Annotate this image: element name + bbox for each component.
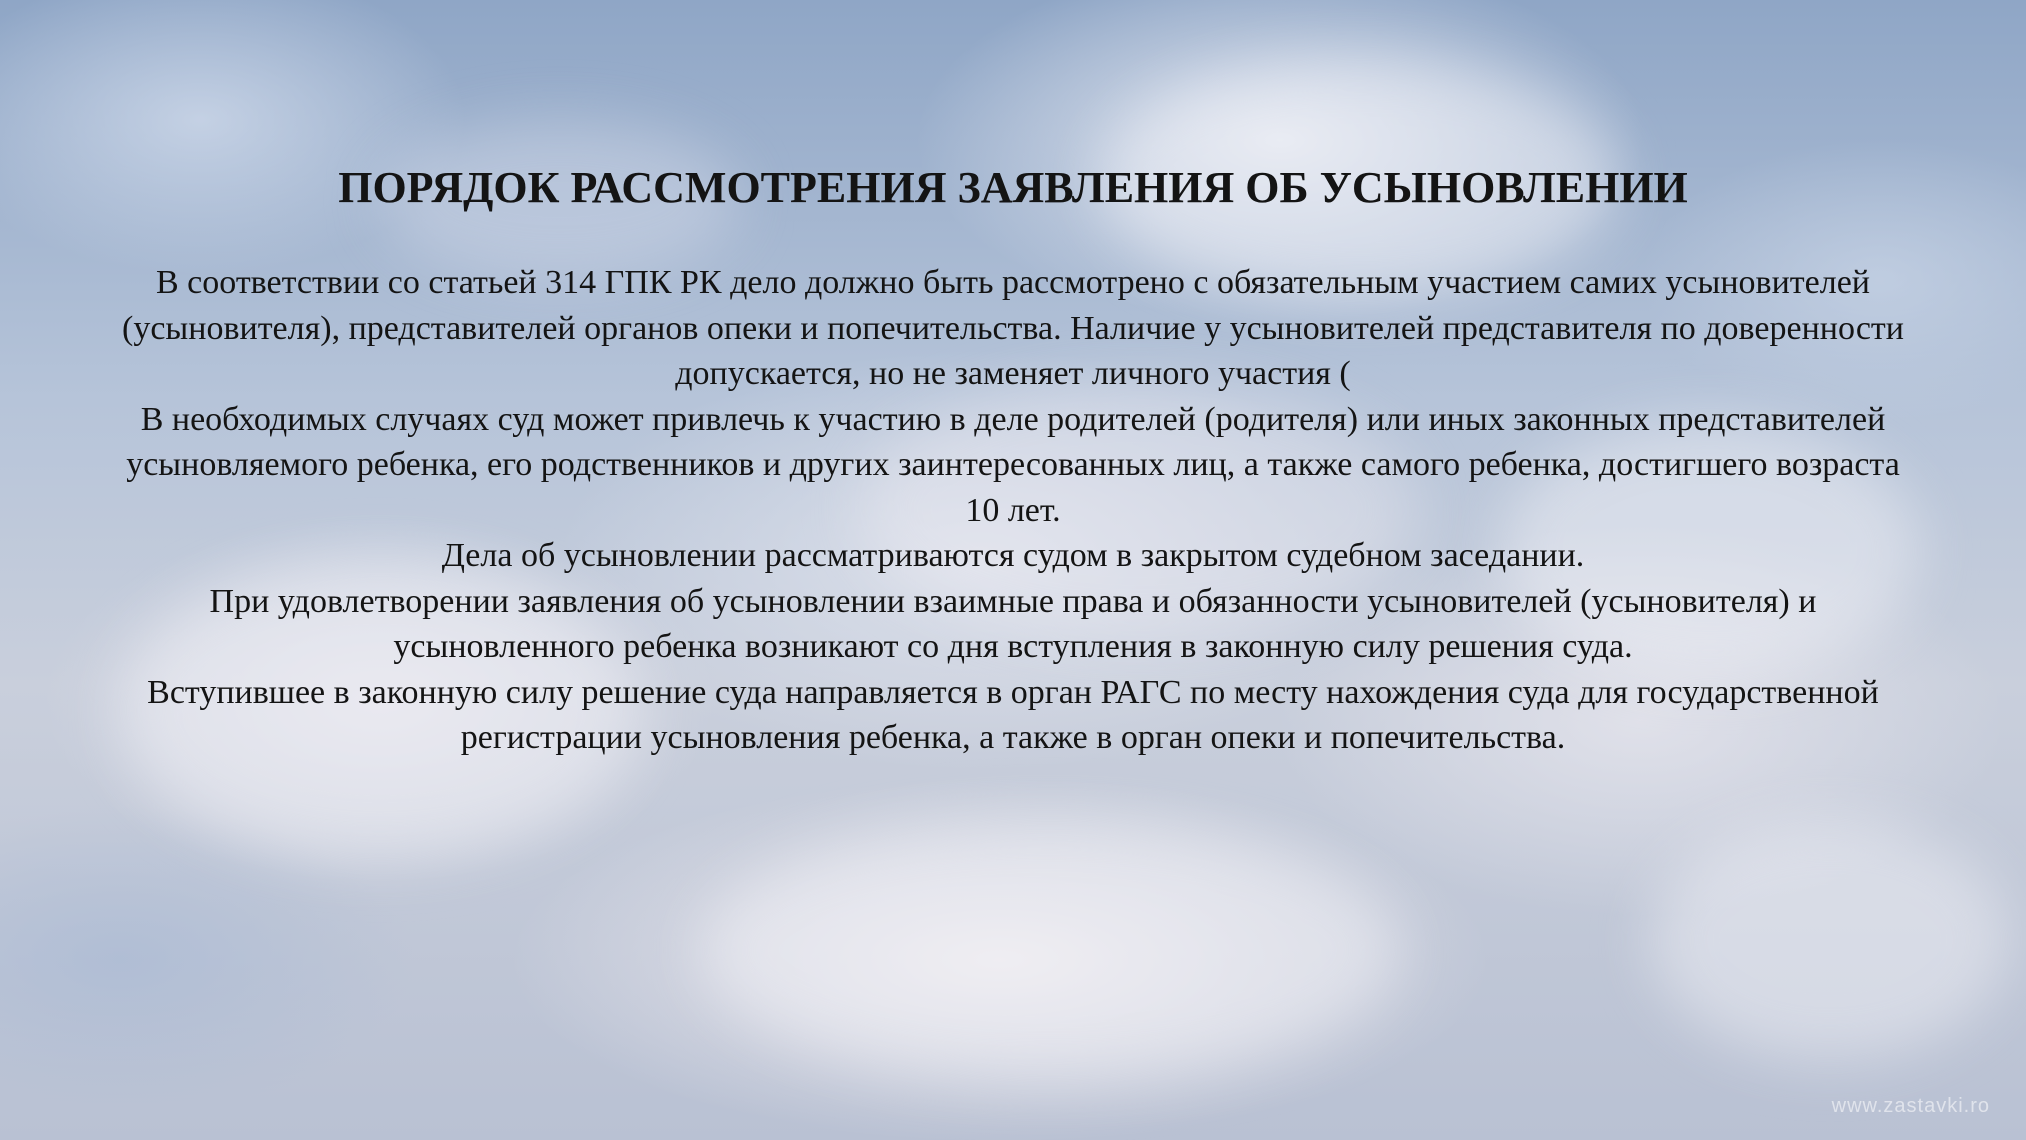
slide-content	[120, 160, 1906, 761]
paragraph-participation: В соответствии со статьей 314 ГПК РК дело должно быть рассмотрено с обязательным участием самих усыновителей (усыновителя), представителей органов опеки и попечительства. Наличие у усыновителей представителя по доверенности допускается, но не заменяет личного участия (	[122, 264, 1904, 392]
paragraph-closed-session: Дела об усыновлении рассматриваются судом в закрытом судебном заседании.	[441, 537, 1585, 574]
watermark: www.zastavki.ro	[1831, 1095, 1990, 1117]
paragraph-involvement: В необходимых случаях суд может привлечь к участию в деле родителей (родителя) или иных законных представителей усыновляемого ребенка, его родственников и других заинтересованных лиц, а также самого ребенка, достигшего возраста 10 лет.	[126, 400, 1900, 529]
slide-title: ПОРЯДОК РАССМОТРЕНИЯ ЗАЯВЛЕНИЯ ОБ УСЫНОВЛЕНИИ	[338, 163, 1688, 212]
cloud-decoration	[1650, 820, 2010, 1060]
paragraph-rights: При удовлетворении заявления об усыновлении взаимные права и обязанности усыновителей (усыновителя) и усыновленного ребенка возникают со дня вступления в законную силу решения суда.	[209, 582, 1817, 665]
paragraph-registration: Вступившее в законную силу решение суда направляется в орган РАГС по месту нахождения суда для государственной регистрации усыновления ребенка, а также в орган опеки и попечительства.	[147, 673, 1879, 756]
slide-body	[120, 260, 1906, 761]
cloud-decoration	[700, 820, 1400, 1080]
